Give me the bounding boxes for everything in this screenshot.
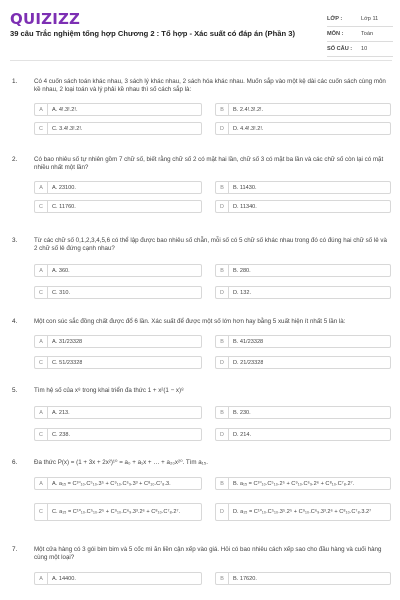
question-text: Một cửa hàng có 3 gói bim bim và 5 cốc mì ăn liền cận xếp vào giá. Hỏi có bao nhiêu cách xếp sao cho đầu hàng và cuối hàng cùng một loại? xyxy=(34,546,382,562)
option-letter: C xyxy=(35,429,48,440)
option-text: B. a₁₅ = C¹⁰₁₀.C⁵₁₀.2⁵ + C⁹₁₀.C⁶₉.2⁶ + C⁸₁₀.C⁷₈.2⁷. xyxy=(233,480,355,487)
option-letter: C xyxy=(35,504,48,520)
option-letter: A xyxy=(35,407,48,418)
option-text: B. 280. xyxy=(233,267,251,274)
option-c[interactable] xyxy=(34,428,202,441)
option-a[interactable] xyxy=(34,181,202,194)
meta-row-count xyxy=(327,42,393,57)
meta-key: SỐ CÂU : xyxy=(327,46,353,52)
option-text: C. 3.4!.3!.2!. xyxy=(52,125,83,132)
option-d[interactable] xyxy=(215,356,391,369)
question-number: 7. xyxy=(12,546,18,553)
option-c[interactable] xyxy=(34,503,202,521)
quizizz-logo: QUIZIZZ xyxy=(10,10,81,28)
question-number: 1. xyxy=(12,78,18,85)
option-c[interactable] xyxy=(34,122,202,135)
question-number: 2. xyxy=(12,156,18,163)
option-d[interactable] xyxy=(215,286,391,299)
option-letter: B xyxy=(216,104,229,115)
meta-row-subject xyxy=(327,27,393,42)
option-letter: D xyxy=(216,123,229,134)
option-c[interactable] xyxy=(34,286,202,299)
option-b[interactable] xyxy=(215,103,391,116)
option-text: A. 360. xyxy=(52,267,70,274)
option-a[interactable] xyxy=(34,406,202,419)
meta-key: MÔN : xyxy=(327,31,344,37)
option-text: C. 238. xyxy=(52,431,71,438)
option-letter: C xyxy=(35,123,48,134)
option-letter: D xyxy=(216,201,229,212)
option-letter: D xyxy=(216,429,229,440)
option-text: D. 4.4!.3!.2!. xyxy=(233,125,264,132)
question-number: 5. xyxy=(12,387,18,394)
option-d[interactable] xyxy=(215,122,391,135)
option-text: B. 11430. xyxy=(233,184,257,191)
option-letter: B xyxy=(216,265,229,276)
meta-row-class xyxy=(327,12,393,27)
option-b[interactable] xyxy=(215,264,391,277)
option-text: A. 4!.3!.2!. xyxy=(52,106,78,113)
option-text: C. 51/23328 xyxy=(52,359,83,366)
option-a[interactable] xyxy=(34,264,202,277)
header-divider xyxy=(10,60,392,61)
option-text: C. 11760. xyxy=(52,203,76,210)
option-d[interactable] xyxy=(215,503,391,521)
question-text: Một con súc sắc đồng chất được đổ 6 lần. Xác suất để được một số lớn hơn hay bằng 5 xuất hiện ít nhất 5 lần là: xyxy=(34,318,346,325)
option-letter: D xyxy=(216,357,229,368)
option-text: A. 31/23328 xyxy=(52,338,83,345)
option-text: B. 17620. xyxy=(233,575,257,582)
option-text: D. 214. xyxy=(233,431,252,438)
option-letter: C xyxy=(35,287,48,298)
option-letter: A xyxy=(35,336,48,347)
meta-value: 10 xyxy=(361,46,368,52)
option-b[interactable] xyxy=(215,572,391,585)
option-text: C. a₁₅ = C¹⁰₁₀.C⁵₁₀.2⁵ + C⁹₁₀.C⁶₉.3³.2⁶ + C⁸₁₀.C⁷₈.2⁷. xyxy=(52,509,181,515)
option-letter: A xyxy=(35,265,48,276)
option-text: B. 2.4!.3!.2!. xyxy=(233,106,264,113)
option-text: B. 41/23328 xyxy=(233,338,264,345)
option-letter: C xyxy=(35,357,48,368)
option-b[interactable] xyxy=(215,335,391,348)
option-a[interactable] xyxy=(34,477,202,490)
option-a[interactable] xyxy=(34,335,202,348)
option-text: D. 21/23328 xyxy=(233,359,264,366)
option-letter: D xyxy=(216,504,229,520)
question-number: 4. xyxy=(12,318,18,325)
option-text: A. 14400. xyxy=(52,575,76,582)
option-letter: A xyxy=(35,182,48,193)
option-letter: B xyxy=(216,573,229,584)
question-text: Có 4 cuốn sách toán khác nhau, 3 sách lý khác nhau, 2 sách hóa khác nhau. Muốn sắp vào một kệ dài các cuốn sách cùng môn kề nhau, 2 loại toán và lý phải kề nhau thì số cách sắp là: xyxy=(34,78,386,94)
option-text: D. 132. xyxy=(233,289,252,296)
option-text: C. 310. xyxy=(52,289,71,296)
question-text: Đa thức P(x) = (1 + 3x + 2x²)¹⁰ = a₀ + a₁x + … + a₂₀x²⁰. Tìm a₁₅. xyxy=(34,459,208,466)
option-text: B. 230. xyxy=(233,409,251,416)
option-text: A. 23100. xyxy=(52,184,76,191)
option-letter: B xyxy=(216,407,229,418)
option-b[interactable] xyxy=(215,406,391,419)
option-text: D. a₁₅ = C¹⁰₁₀.C⁵₁₀.3⁵.2⁵ + C⁹₁₀.C⁶₉.3³.2⁶ + C⁸₁₀.C⁷₈.3.2⁷ xyxy=(233,509,372,515)
question-number: 3. xyxy=(12,237,18,244)
meta-value: Toán xyxy=(361,31,374,37)
option-b[interactable] xyxy=(215,181,391,194)
question-text: Từ các chữ số 0,1,2,3,4,5,6 có thể lập được bao nhiêu số chẵn, mỗi số có 5 chữ số khác nhau trong đó có đúng hai chữ số lẻ và 2 chữ số lẻ đứng cạnh nhau? xyxy=(34,237,387,253)
question-text: Tìm hệ số của x⁸ trong khai triển đa thức 1 + x²(1 − x)⁸ xyxy=(34,387,184,394)
meta-key: LỚP : xyxy=(327,16,343,22)
option-text: D. 11340. xyxy=(233,203,257,210)
worksheet-header xyxy=(0,0,400,64)
option-letter: A xyxy=(35,104,48,115)
question-text: Có bao nhiêu số tự nhiên gồm 7 chữ số, biết rằng chữ số 2 có mặt hai lần, chữ số 3 có mặt ba lần và các chữ số còn lại có mặt nhiều nhất một lần? xyxy=(34,156,384,172)
option-letter: B xyxy=(216,478,229,489)
option-text: A. 213. xyxy=(52,409,70,416)
meta-info-box xyxy=(327,12,393,57)
option-letter: C xyxy=(35,201,48,212)
question-number: 6. xyxy=(12,459,18,466)
meta-value: Lớp 11 xyxy=(361,16,379,22)
option-letter: B xyxy=(216,336,229,347)
option-d[interactable] xyxy=(215,200,391,213)
option-d[interactable] xyxy=(215,428,391,441)
option-a[interactable] xyxy=(34,103,202,116)
option-c[interactable] xyxy=(34,200,202,213)
option-a[interactable] xyxy=(34,572,202,585)
quiz-title: 39 câu Trắc nghiệm tổng hợp Chương 2 : Tổ hợp - Xác suất có đáp án (Phần 3) xyxy=(10,29,295,38)
option-b[interactable] xyxy=(215,477,391,490)
option-letter: D xyxy=(216,287,229,298)
option-letter: B xyxy=(216,182,229,193)
option-c[interactable] xyxy=(34,356,202,369)
option-letter: A xyxy=(35,573,48,584)
option-text: A. a₁₅ = C¹⁰₁₀.C⁵₁₀.3⁵ + C⁹₁₀.C⁶₉.3³ + C⁸₁₀.C⁷₈.3. xyxy=(52,480,171,487)
option-letter: A xyxy=(35,478,48,489)
